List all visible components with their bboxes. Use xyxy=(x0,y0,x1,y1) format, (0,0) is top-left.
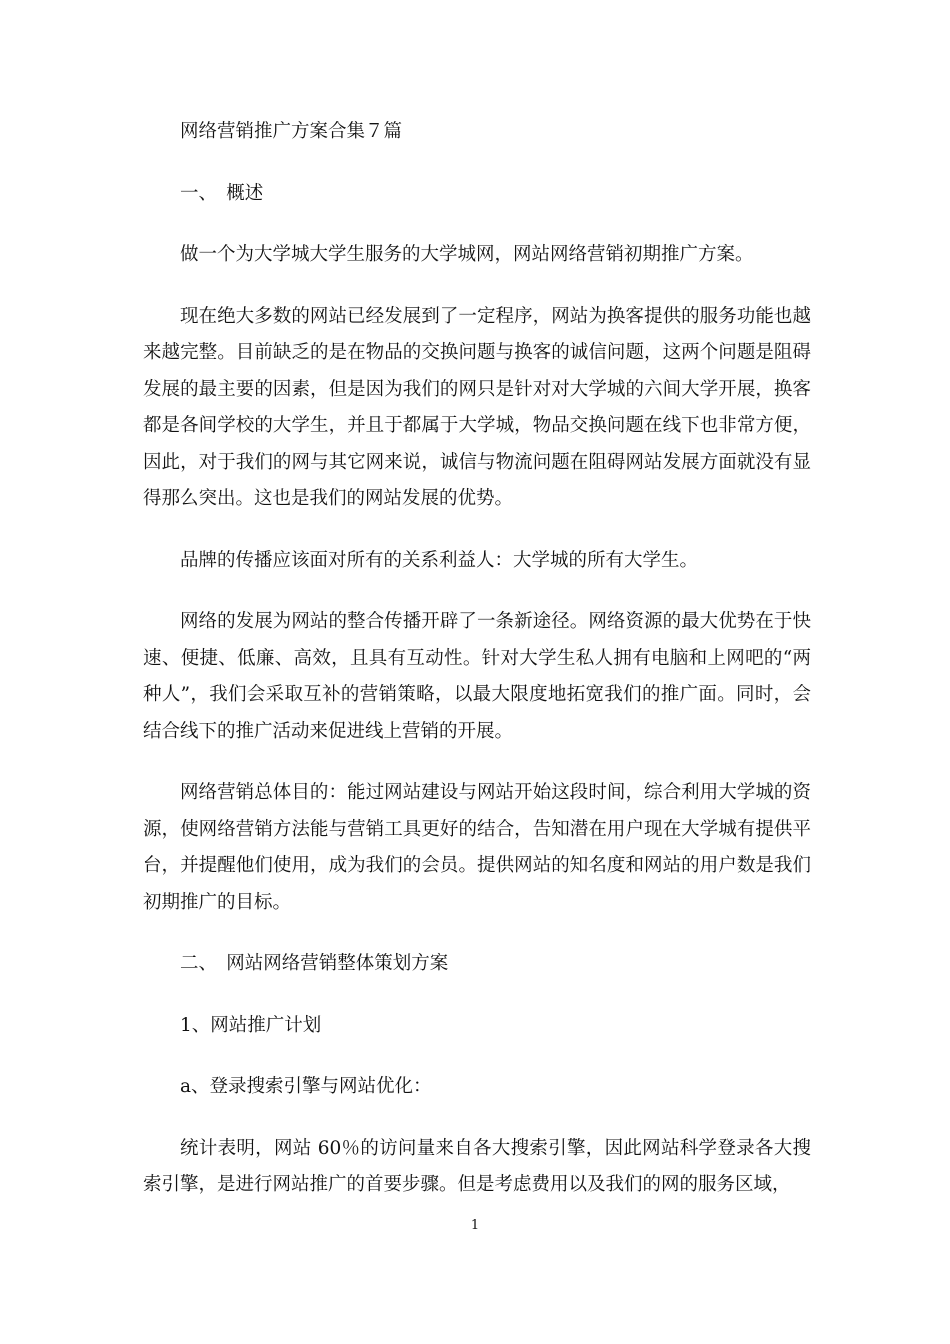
document-title: 网络营销推广方案合集７篇 xyxy=(180,121,403,142)
page-number: 1 xyxy=(470,1218,480,1233)
paragraph: 网络营销总体目的：能过网站建设与网站开始这段时间，综合利用大学城的资源，使网络营销方法能与营销工具更好的结合，告知潜在用户现在大学城有提供平台，并提醒他们使用，成为我们的会员。提供网站的知名度和网站的用户数是我们初期推广的目标。 xyxy=(143,782,811,913)
document-body xyxy=(143,114,811,1204)
paragraph: 做一个为大学城大学生服务的大学城网，网站网络营销初期推广方案。 xyxy=(180,244,754,265)
subheading-search-engine: a、登录搜索引擎与网站优化： xyxy=(180,1076,432,1097)
section-heading-overview: 一、 概述 xyxy=(180,182,264,204)
section-heading-plan: 二、 网站网络营销整体策划方案 xyxy=(180,953,449,974)
paragraph: 现在绝大多数的网站已经发展到了一定程序，网站为换客提供的服务功能也越来越完整。目前缺乏的是在物品的交换问题与换客的诚信问题，这两个问题是阻碍发展的最主要的因素，但是因为我们的网只是针对对大学城的六间大学开展，换客都是各间学校的大学生，并且于都属于大学城，物品交换问题在线下也非常方便，因此，对于我们的网与其它网来说，诚信与物流问题在阻碍网站发展方面就没有显得那么突出。这也是我们的网站发展的优势。 xyxy=(143,305,811,509)
paragraph: 统计表明，网站 60％的访问量来自各大搜索引擎，因此网站科学登录各大搜索引擎，是进行网站推广的首要步骤。但是考虑费用以及我们的网的服务区域， xyxy=(143,1137,811,1195)
paragraph: 品牌的传播应该面对所有的关系利益人：大学城的所有大学生。 xyxy=(180,549,699,571)
paragraph: 网络的发展为网站的整合传播开辟了一条新途径。网络资源的最大优势在于快速、便捷、低廉、高效，且具有互动性。针对大学生私人拥有电脑和上网吧的“两种人”，我们会采取互补的营销策略，以最大限度地拓宽我们的推广面。同时，会结合线下的推广活动来促进线上营销的开展。 xyxy=(143,611,811,742)
subheading-promotion-plan: 1、网站推广计划 xyxy=(180,1014,322,1036)
